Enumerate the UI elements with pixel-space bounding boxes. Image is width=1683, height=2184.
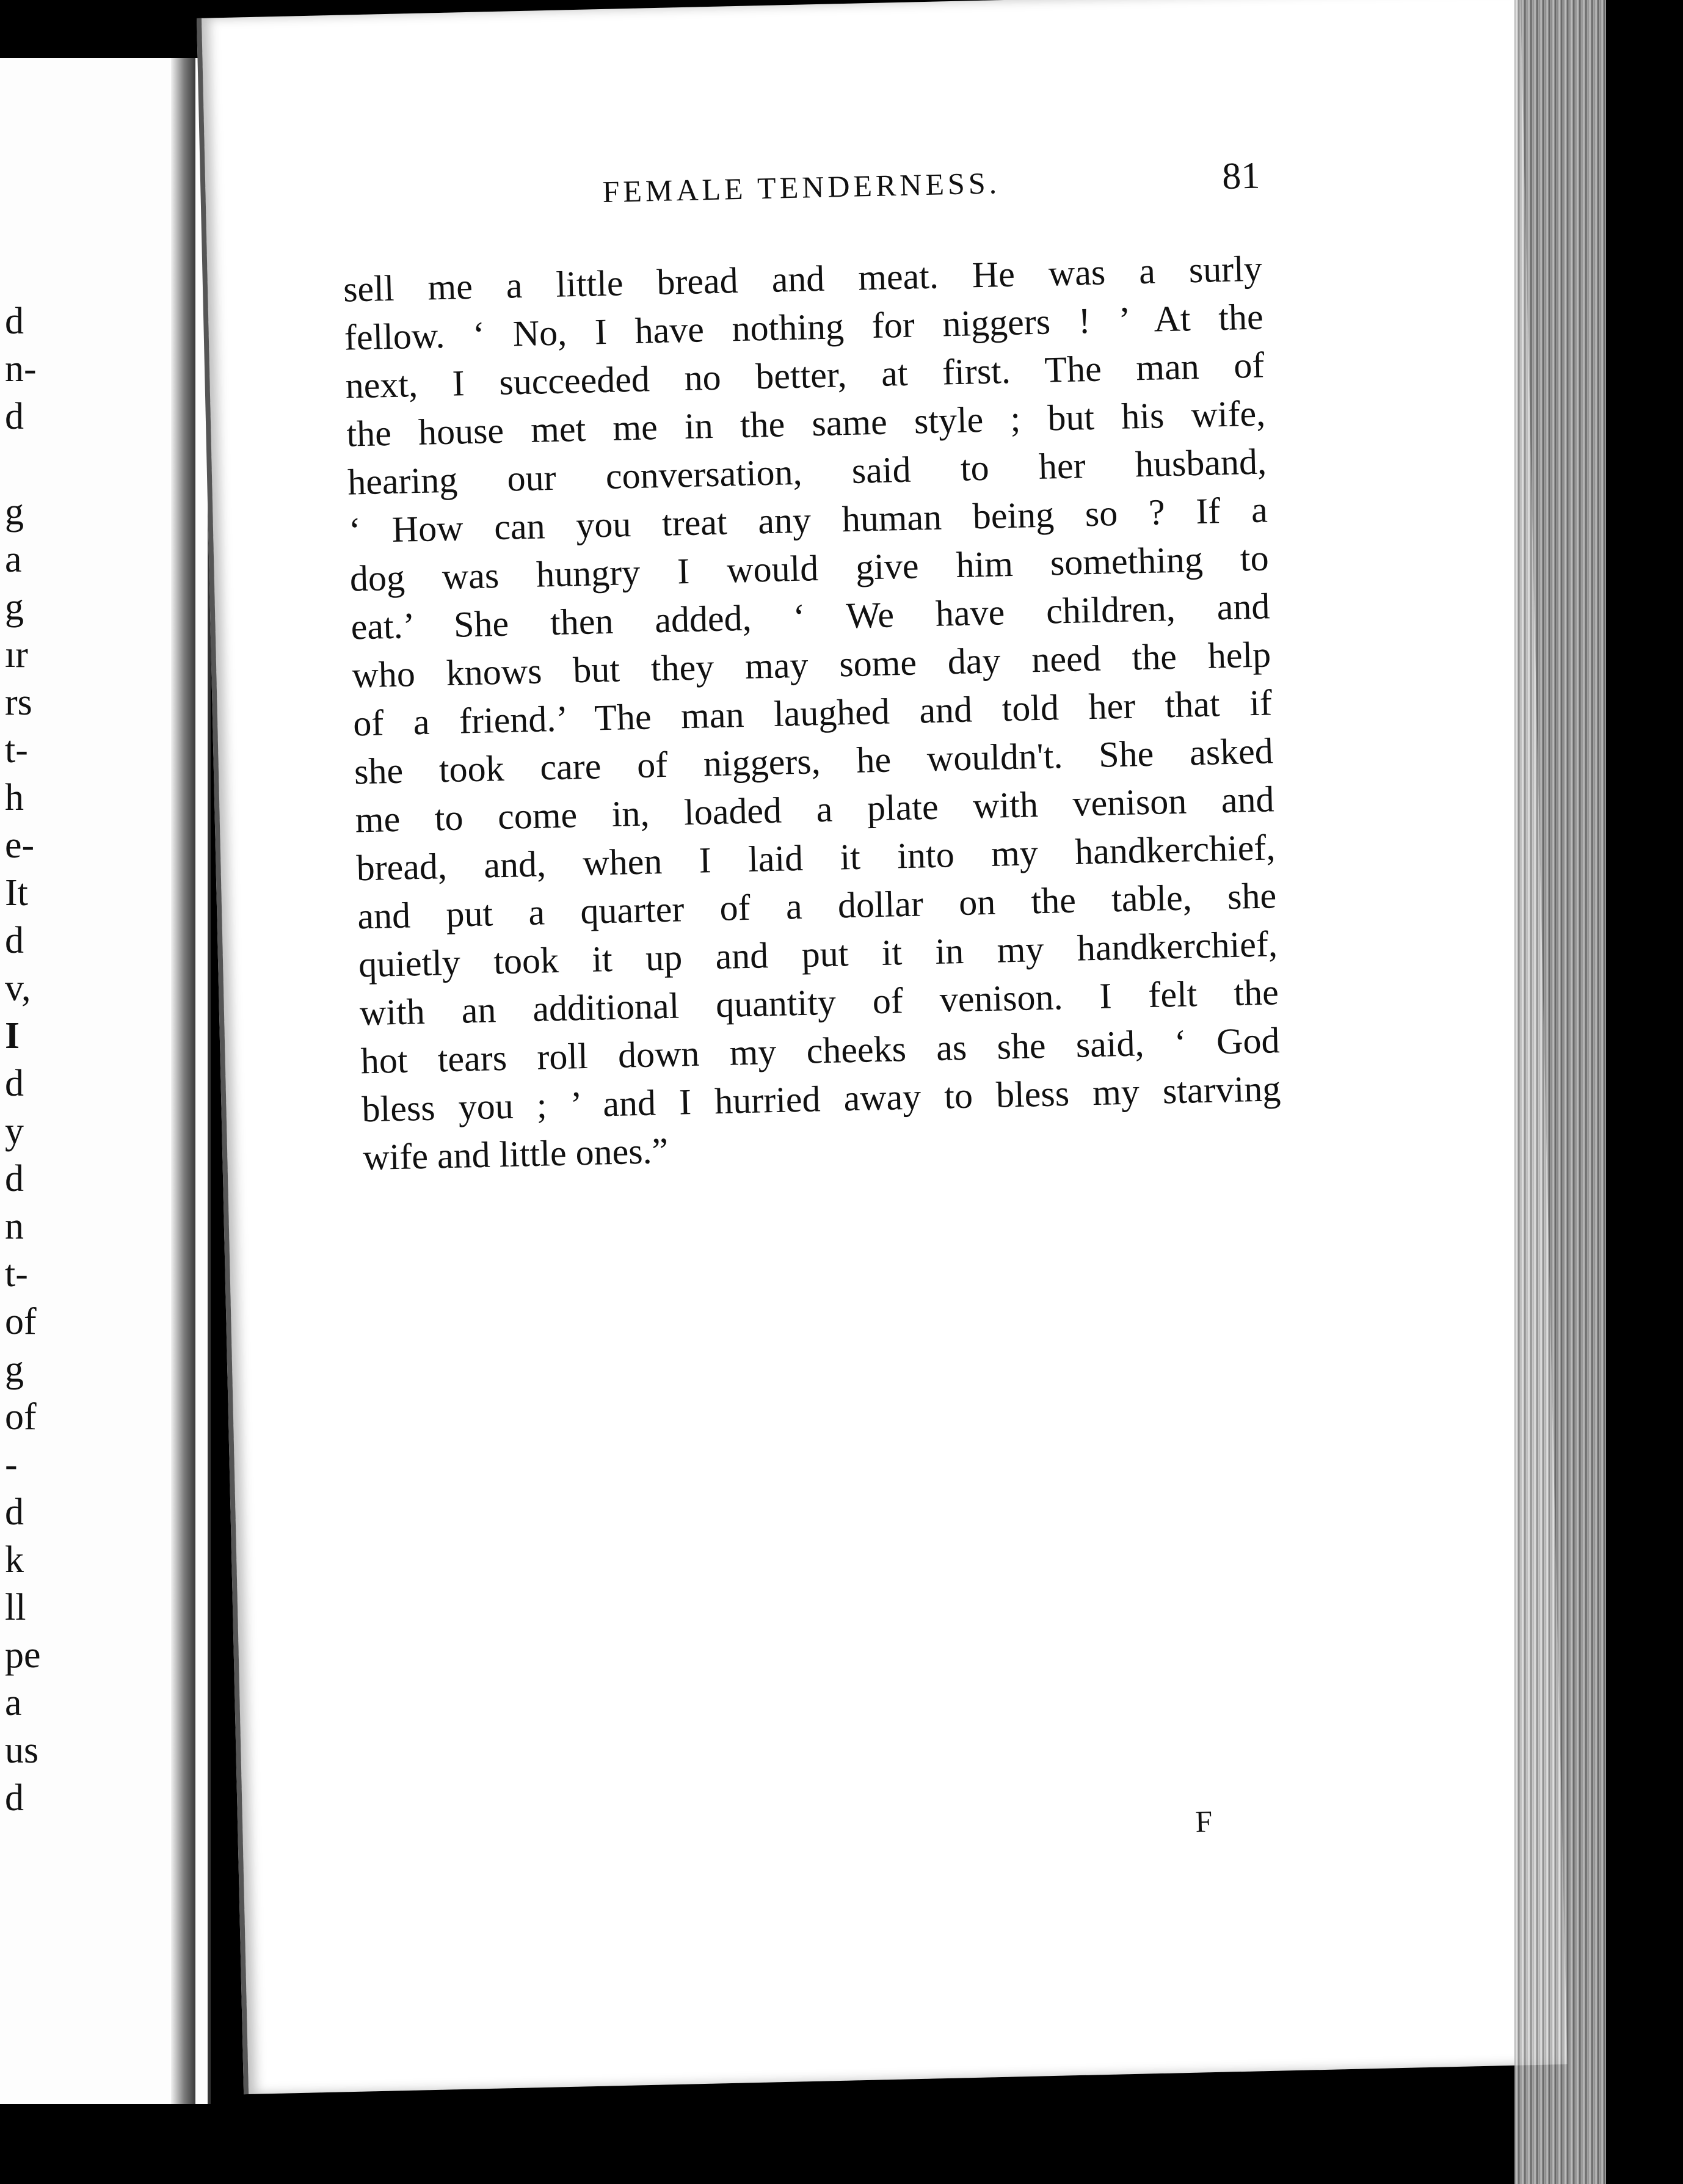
text-line: of a friend.’ The man laughed and told her that if <box>352 682 1273 744</box>
text-line: quietly took it up and put it in my handkerchief, <box>358 923 1278 985</box>
text-line: with an additional quantity of venison. I felt the <box>359 972 1279 1033</box>
previous-page-fragment: e- <box>5 824 35 866</box>
previous-page-fragment: - <box>5 1444 18 1485</box>
previous-page-fragment: It <box>5 872 28 914</box>
previous-page-fragment: ır <box>5 634 28 675</box>
previous-page-fragment: d <box>5 300 24 342</box>
page-number: 81 <box>1221 155 1261 197</box>
signature-mark: F <box>1194 1804 1213 1839</box>
previous-page-fragment: v, <box>5 967 31 1009</box>
previous-page-fragment: d <box>5 1777 24 1819</box>
text-line: eat.’ She then added, ‘ We have children, and <box>350 586 1271 647</box>
previous-page-fragment: a <box>5 1682 22 1724</box>
text-line: dog was hungry I would give him something to <box>349 537 1270 599</box>
previous-page-fragment: n <box>5 1206 24 1247</box>
previous-page-fragment: t- <box>5 1253 28 1295</box>
text-line: fellow. ‘ No, I have nothing for niggers ! ’ At the <box>344 296 1264 358</box>
previous-page-fragment: a <box>5 539 22 580</box>
previous-page-fragment: k <box>5 1539 24 1581</box>
text-line: sell me a little bread and meat. He was a surly <box>343 248 1263 310</box>
book-gutter <box>171 58 195 2104</box>
previous-page-fragment: I <box>5 1015 20 1057</box>
previous-page-fragment: h <box>5 777 24 818</box>
previous-page-fragment: n- <box>5 348 37 390</box>
previous-page-fragment: d <box>5 1158 24 1199</box>
previous-page-fragment: g <box>5 491 24 533</box>
previous-page-fragment: of <box>5 1301 37 1342</box>
text-line: bread, and, when I laid it into my handkerchief, <box>355 827 1276 889</box>
text-line: she took care of niggers, he wouldn't. She asked <box>354 730 1274 792</box>
previous-page-fragment: y <box>5 1110 24 1152</box>
text-line: the house met me in the same style ; but his wife, <box>346 393 1266 454</box>
previous-page-fragment: d <box>5 920 24 961</box>
previous-page-fragment: g <box>5 1349 24 1390</box>
book-page <box>197 0 1568 2094</box>
text-line: and put a quarter of a dollar on the table, she <box>357 875 1277 937</box>
previous-page-fragment: of <box>5 1396 37 1438</box>
previous-page-fragment: pe <box>5 1634 41 1676</box>
body-text <box>343 245 1282 1182</box>
page-fore-edge <box>1514 0 1606 2184</box>
text-line: hot tears roll down my cheeks as she said, ‘ God <box>360 1020 1281 1082</box>
text-line: next, I succeeded no better, at first. The man of <box>344 344 1265 406</box>
previous-page-fragment: ll <box>5 1587 26 1628</box>
text-line: me to come in, loaded a plate with venison and <box>355 779 1275 840</box>
text-line: who knows but they may some day need the help <box>351 634 1271 696</box>
previous-page-fragment: t- <box>5 729 28 771</box>
text-line: ‘ How can you treat any human being so ? If a <box>348 489 1268 551</box>
previous-page-fragment: d <box>5 396 24 437</box>
text-line: wife and little ones.” <box>362 1130 669 1178</box>
previous-page-fragment: g <box>5 586 24 628</box>
previous-page-fragment: d <box>5 1491 24 1533</box>
background-shadow <box>1606 0 1683 2184</box>
text-line: hearing our conversation, said to her husband, <box>347 441 1267 503</box>
previous-page-fragment: rs <box>5 682 32 723</box>
previous-page-fragment: us <box>5 1730 39 1771</box>
previous-page-fragment: d <box>5 1063 24 1104</box>
running-head: FEMALE TENDERNESS. <box>602 166 1001 209</box>
text-line: bless you ; ’ and I hurried away to bless my starving <box>361 1068 1281 1130</box>
